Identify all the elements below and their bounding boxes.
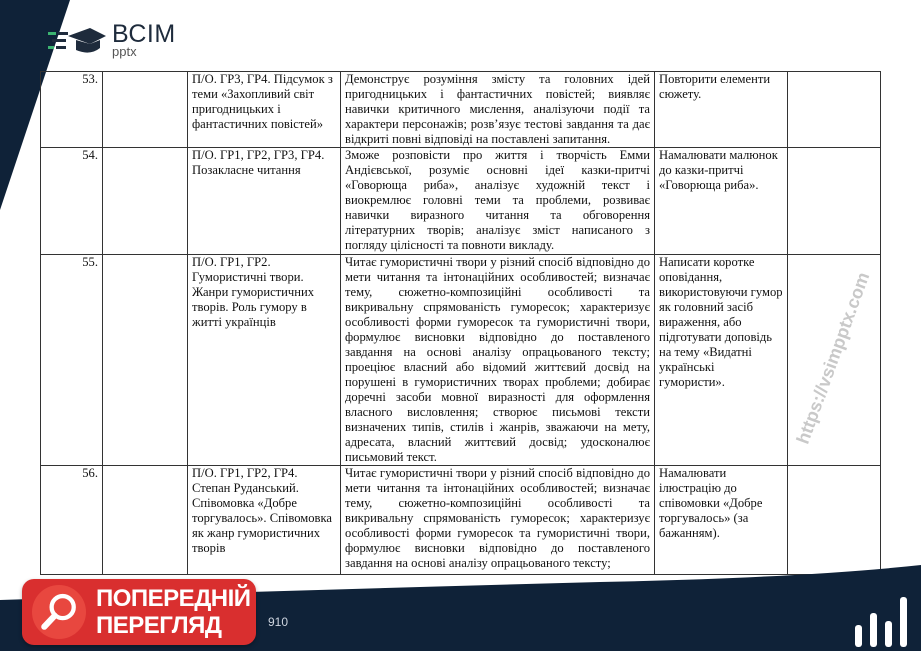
homework-cell: Намалювати ілюстрацію до співомовки «Добре торгувалось» (за бажанням). <box>655 466 788 575</box>
empty-cell <box>103 148 188 255</box>
page-number: 910 <box>268 615 289 629</box>
topic-cell: П/О. ГР1, ГР2, ГР4. Степан Руданський. Співомовка «Добре торгувалось». Співомовка як жанр гумористичних творів <box>188 466 341 575</box>
bars-logo-icon <box>855 597 907 647</box>
homework-cell: Намалювати малюнок до казки-притчі «Говорюща риба». <box>655 148 788 255</box>
empty-cell <box>103 466 188 575</box>
table-row <box>41 255 881 466</box>
table-row <box>41 72 881 148</box>
outcomes-cell: Читає гумористичні твори у різний спосіб відповідно до мети читання та інтонаційних особливостей; визначає тему, сюжетно-композиційні особливості та викривальну спрямованість гуморесок; характеризує особливості форми гуморесок та гумористичні твори, формулює висновки відповідно до поставленого завдання на основі аналізу опрацьованого тексту; <box>341 466 655 575</box>
empty-cell <box>788 148 881 255</box>
row-number: 56. <box>41 466 103 575</box>
empty-cell <box>788 466 881 575</box>
row-number: 54. <box>41 148 103 255</box>
empty-cell <box>788 72 881 148</box>
topic-cell: П/О. ГР1, ГР2, ГР3, ГР4. Позакласне читання <box>188 148 341 255</box>
outcomes-cell: Демонструє розуміння змісту та головних ідей пригодницьких і фантастичних повістей; виявляє навички критичного мислення, аналізуючи події та характери персонажів; розв’язує тестові завдання та дає відкриті повні відповіді на поставлені запитання. <box>341 72 655 148</box>
preview-badge[interactable] <box>22 579 256 645</box>
logo-main-text: ВСІМ <box>112 20 176 48</box>
homework-cell: Написати коротке оповідання, використовуючи гумор як головний засіб вираження, або підготувати доповідь на тему «Видатні українські гумористи». <box>655 255 788 466</box>
outcomes-cell: Читає гумористичні твори у різний спосіб відповідно до мети читання та інтонаційних особливостей; визначає тему, сюжетно-композиційні особливості та викривальну спрямованість гуморесок; характеризує особливості форми гуморесок та гумористичні твори, формулює висновки відповідно до поставленого завдання на основі аналізу опрацьованого тексту; проеціює власний або відомий життєвий досвід на порушені в гумористичних творах проблеми; добирає доречні засоби мовної виразності для оформлення власного висловлення; створює письмові тексти визначених типів, стилів і жанрів, зважаючи на мету, адресата, власний життєвий досвід; удосконалює письмовий текст. <box>341 255 655 466</box>
empty-cell <box>103 72 188 148</box>
badge-line2: ПЕРЕГЛЯД <box>96 612 222 639</box>
logo-sub-text: pptx <box>112 44 137 59</box>
magnifier-icon <box>32 585 86 639</box>
topic-cell: П/О. ГР1, ГР2. Гумористичні твори. Жанри гумористичних творів. Роль гумору в житті українців <box>188 255 341 466</box>
logo <box>48 22 176 58</box>
topic-cell: П/О. ГР3, ГР4. Підсумок з теми «Захопливий світ пригодницьких і фантастичних повістей» <box>188 72 341 148</box>
outcomes-cell: Зможе розповісти про життя і творчість Емми Андієвської, розуміє основні ідеї казки-притчі «Говорюща риба», аналізує художній текст і виокремлює головні теми та проблеми, розвиває навички виразного читання та обговорення літературних творів; аналізує зміст написаного з погляду цілісності та повноти викладу. <box>341 148 655 255</box>
row-number: 53. <box>41 72 103 148</box>
homework-cell: Повторити елементи сюжету. <box>655 72 788 148</box>
empty-cell <box>103 255 188 466</box>
row-number: 55. <box>41 255 103 466</box>
watermark: https://vsimpptx.com <box>792 269 874 447</box>
table-row <box>41 466 881 575</box>
table-row <box>41 148 881 255</box>
lesson-plan-table <box>40 71 881 575</box>
badge-line1: ПОПЕРЕДНІЙ <box>96 585 251 612</box>
graduation-cap-icon <box>48 24 108 56</box>
